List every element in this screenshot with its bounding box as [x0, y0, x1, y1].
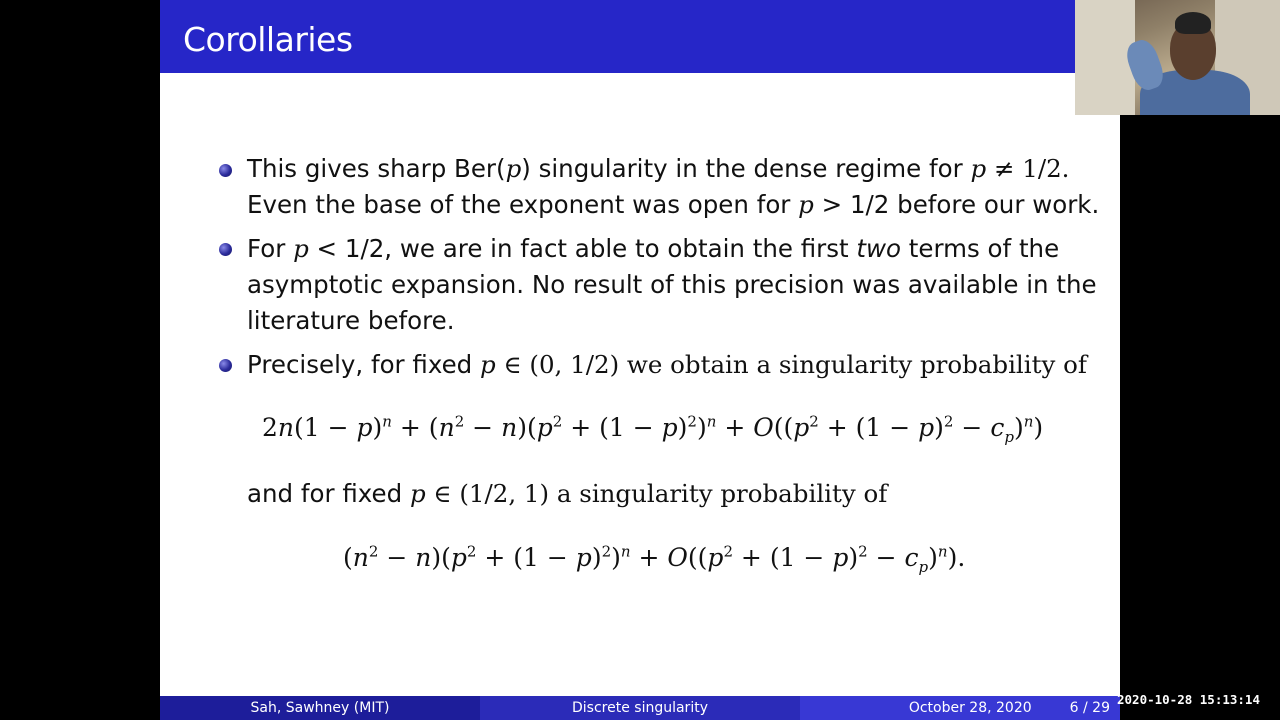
bullet-1-line-2: Even the base of the exponent was open for p > 1/2 before our work. [247, 190, 1100, 219]
footer-title-text: Discrete singularity [572, 700, 708, 716]
bullet-2-line-1: For p < 1/2, we are in fact able to obtain the first two terms of the [247, 234, 1060, 263]
slide-footer [160, 696, 1120, 720]
slide-content [160, 0, 1120, 700]
footer-page-number: 6 / 29 [1069, 700, 1110, 716]
equation-2: $(n^2 - n)(p^2 + (1 - p)^2)^n + O((p^2 + (1 - p)^2 - c_p)^n)$. [343, 542, 966, 576]
footer-date-page [800, 696, 1120, 720]
bullet-2-line-3: literature before. [247, 306, 455, 335]
webcam-video-feed [1075, 0, 1280, 115]
bullet-icon [219, 164, 232, 177]
footer-authors-text: Sah, Sawhney (MIT) [250, 700, 390, 716]
and-line: and for fixed p ∈ (1/2, 1) a singularity probability of [247, 479, 888, 508]
bullet-icon [219, 359, 232, 372]
recording-timestamp: 2020-10-28 15:13:14 [1117, 692, 1260, 707]
bullet-2-line-2: asymptotic expansion. No result of this precision was available in the [247, 270, 1097, 299]
slide-title: Corollaries [183, 20, 353, 59]
slide [160, 0, 1120, 720]
footer-date: October 28, 2020 [908, 700, 1032, 716]
equation-1: $2n(1 - p)^n + (n^2 - n)(p^2 + (1 - p)^2)^n + O((p^2 + (1 - p)^2 - c_p)^n)$ [262, 412, 1044, 446]
footer-title [480, 696, 800, 720]
bullet-icon [219, 243, 232, 256]
footer-authors [160, 696, 480, 720]
bullet-1-line-1: This gives sharp Ber(p) singularity in the dense regime for p ≠ 1/2. [247, 154, 1070, 183]
bullet-3-line-1: Precisely, for fixed p ∈ (0, 1/2) we obtain a singularity probability of [247, 350, 1087, 379]
